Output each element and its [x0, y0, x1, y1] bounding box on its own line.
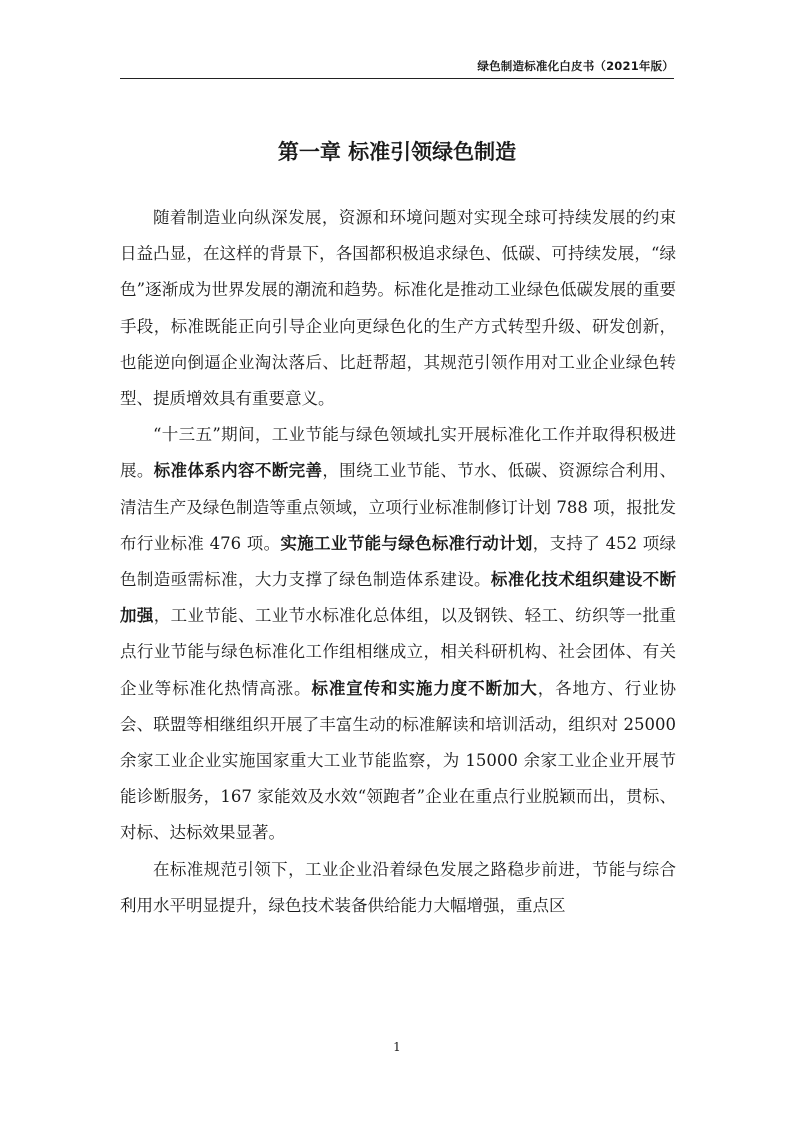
paragraph-3: 在标准规范引领下，工业企业沿着绿色发展之路稳步前进，节能与综合利用水平明显提升，绿色技术装备供给能力大幅增强，重点区 [120, 859, 676, 915]
p2-text-1: “十三五”期间，工业节能与绿色领域扎实开展标准化工作并取得积极进展。 [120, 425, 676, 481]
header-rule [120, 78, 674, 79]
p2-bold-3: 标准化技术组织建设不断加强 [120, 570, 676, 626]
p2-text-5: ，各地方、行业协会、联盟等相继组织开展了丰富生动的标准解读和培训活动，组织对 25000 余家工业企业实施国家重大工业节能监察，为 15000 余家工业企业开展节能诊断服务，167 家能效及水效“领跑者”企业在重点行业脱颖而出，贯标、对标、达标效果显著。 [120, 678, 677, 843]
p2-text-3: ，支持了 452 项绿色制造亟需标准，大力支撑了绿色制造体系建设。 [120, 533, 677, 590]
page-number: 1 [393, 1040, 401, 1054]
p2-text-2: ，围绕工业节能、节水、低碳、资源综合利用、清洁生产及绿色制造等重点领域，立项行业标准制修订计划 788 项，报批发布行业标准 476 项。 [120, 461, 676, 553]
running-header [120, 58, 674, 78]
body-text [120, 200, 676, 924]
paragraph-2 [120, 417, 676, 851]
p2-bold-1: 标准体系内容不断完善 [153, 461, 323, 481]
p2-bold-4: 标准宣传和实施力度不断加大 [311, 678, 538, 698]
paragraph-1: 随着制造业向纵深发展，资源和环境问题对实现全球可持续发展的约束日益凸显，在这样的背景下，各国都积极追求绿色、低碳、可持续发展，“绿色”逐渐成为世界发展的潮流和趋势。标准化是推动工业绿色低碳发展的重要手段，标准既能正向引导企业向更绿色化的生产方式转型升级、研发创新，也能逆向倒逼企业淘汰落后、比赶帮超，其规范引领作用对工业企业绿色转型、提质增效具有重要意义。 [120, 208, 676, 409]
chapter-title: 第一章 标准引领绿色制造 [277, 140, 517, 164]
header-text: 绿色制造标准化白皮书（2021年版） [477, 59, 674, 73]
p2-bold-2: 实施工业节能与绿色标准行动计划 [280, 533, 533, 553]
p2-text-4: ，工业节能、工业节水标准化总体组，以及钢铁、轻工、纺织等一批重点行业节能与绿色标准化工作组相继成立，相关科研机构、社会团体、有关企业等标准化热情高涨。 [120, 606, 676, 698]
